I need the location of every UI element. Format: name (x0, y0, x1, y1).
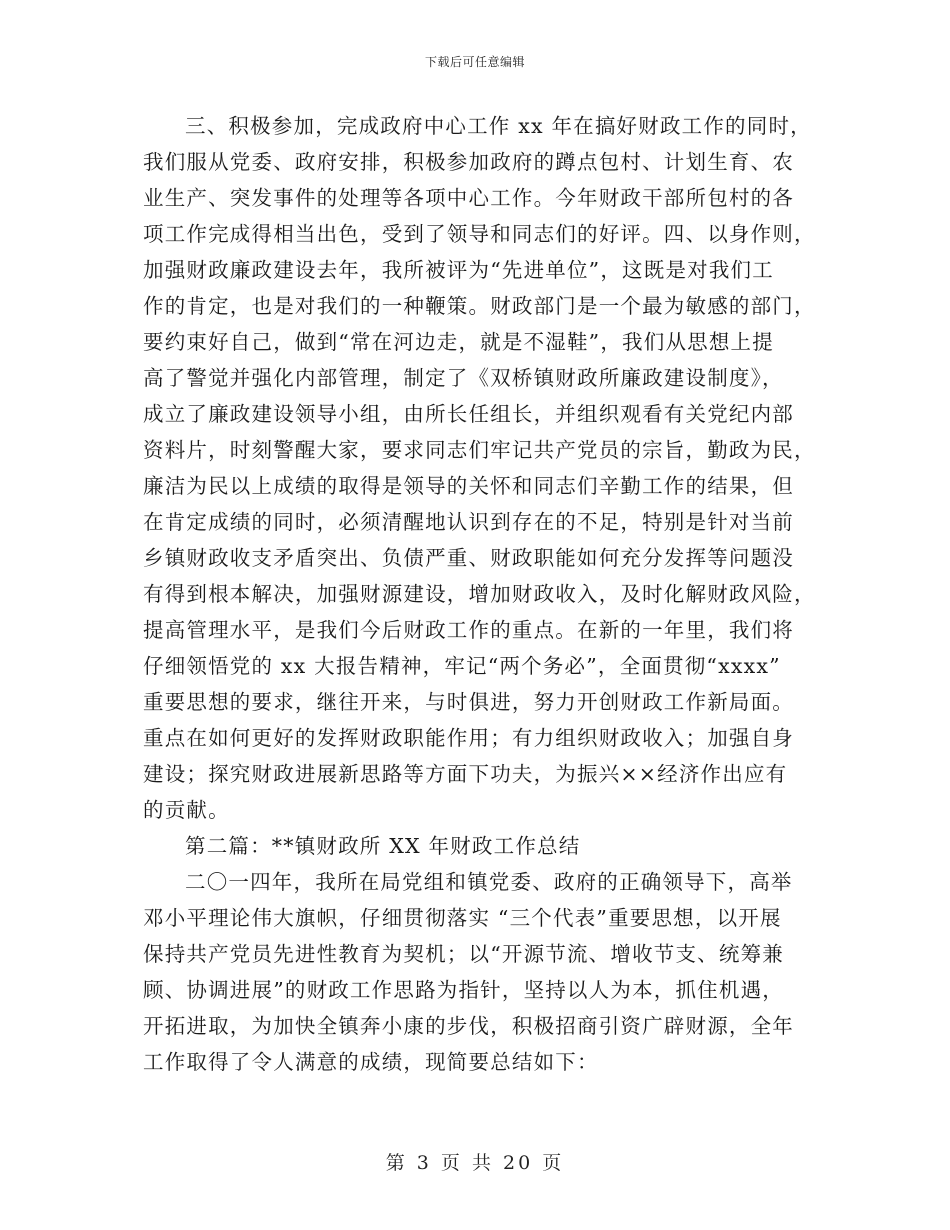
paragraph-line: 在肯定成绩的同时，必须清醒地认识到存在的不足，特别是针对当前 (143, 510, 794, 534)
paragraph-line: 的贡献。 (143, 798, 230, 822)
document-body (143, 108, 816, 1080)
paragraph-line: 仔细领悟党的 xx 大报告精神，牢记“两个务必”，全面贯彻“xxxx” (143, 654, 781, 678)
section-heading: 第二篇：**镇财政所 XX 年财政工作总结 (185, 834, 581, 858)
paragraph-line: 提高管理水平，是我们今后财政工作的重点。在新的一年里，我们将 (143, 618, 794, 642)
paragraph-line: 建设；探究财政进展新思路等方面下功夫，为振兴××经济作出应有 (143, 762, 788, 786)
paragraph-line: 成立了廉政建设领导小组，由所长任组长，并组织观看有关党纪内部 (143, 402, 794, 426)
page-number: 第 3 页 共 20 页 (385, 1152, 565, 1174)
paragraph-line: 保持共产党员先进性教育为契机；以“开源节流、增收节支、统筹兼 (143, 942, 784, 966)
paragraph-line: 重要思想的要求，继往开来，与时俱进，努力开创财政工作新局面。 (143, 690, 794, 714)
paragraph-line: 廉洁为民以上成绩的取得是领导的关怀和同志们辛勤工作的结果，但 (143, 474, 794, 498)
paragraph-line: 资料片，时刻警醒大家，要求同志们牢记共产党员的宗旨，勤政为民， (143, 438, 816, 462)
paragraph-line: 要约束好自己，做到“常在河边走，就是不湿鞋”，我们从思想上提 (143, 330, 774, 354)
paragraph-line: 二〇一四年，我所在局党组和镇党委、政府的正确领导下，高举 (185, 870, 793, 894)
paragraph-line: 三、积极参加，完成政府中心工作 xx 年在搞好财政工作的同时， (185, 114, 812, 138)
paragraph-line: 顾、协调进展”的财政工作思路为指针，坚持以人为本，抓住机遇， (143, 978, 784, 1002)
paragraph-line: 开拓进取，为加快全镇奔小康的步伐，积极招商引资广辟财源，全年 (143, 1014, 794, 1038)
paragraph-line: 有得到根本解决，加强财源建设，增加财政收入，及时化解财政风险， (143, 582, 816, 606)
paragraph-line: 高了警觉并强化内部管理，制定了《双桥镇财政所廉政建设制度》， (143, 366, 784, 390)
paragraph-line: 作的肯定，也是对我们的一种鞭策。财政部门是一个最为敏感的部门， (143, 294, 816, 318)
paragraph-line: 邓小平理论伟大旗帜，仔细贯彻落实 “三个代表”重要思想，以开展 (143, 906, 782, 930)
paragraph-line: 工作取得了令人满意的成绩，现简要总结如下： (143, 1050, 599, 1074)
paragraph-line: 项工作完成得相当出色，受到了领导和同志们的好评。四、以身作则， (143, 222, 816, 246)
paragraph-line: 乡镇财政收支矛盾突出、负债严重、财政职能如何充分发挥等问题没 (143, 546, 794, 570)
paragraph-line: 业生产、突发事件的处理等各项中心工作。今年财政干部所包村的各 (143, 186, 794, 210)
paragraph-line: 重点在如何更好的发挥财政职能作用；有力组织财政收入；加强自身 (143, 726, 794, 750)
paragraph-line: 我们服从党委、政府安排，积极参加政府的蹲点包村、计划生育、农 (143, 150, 794, 174)
page-header: 下载后可任意编辑 (424, 55, 525, 69)
paragraph-line: 加强财政廉政建设去年，我所被评为“先进单位”，这既是对我们工 (143, 258, 774, 282)
